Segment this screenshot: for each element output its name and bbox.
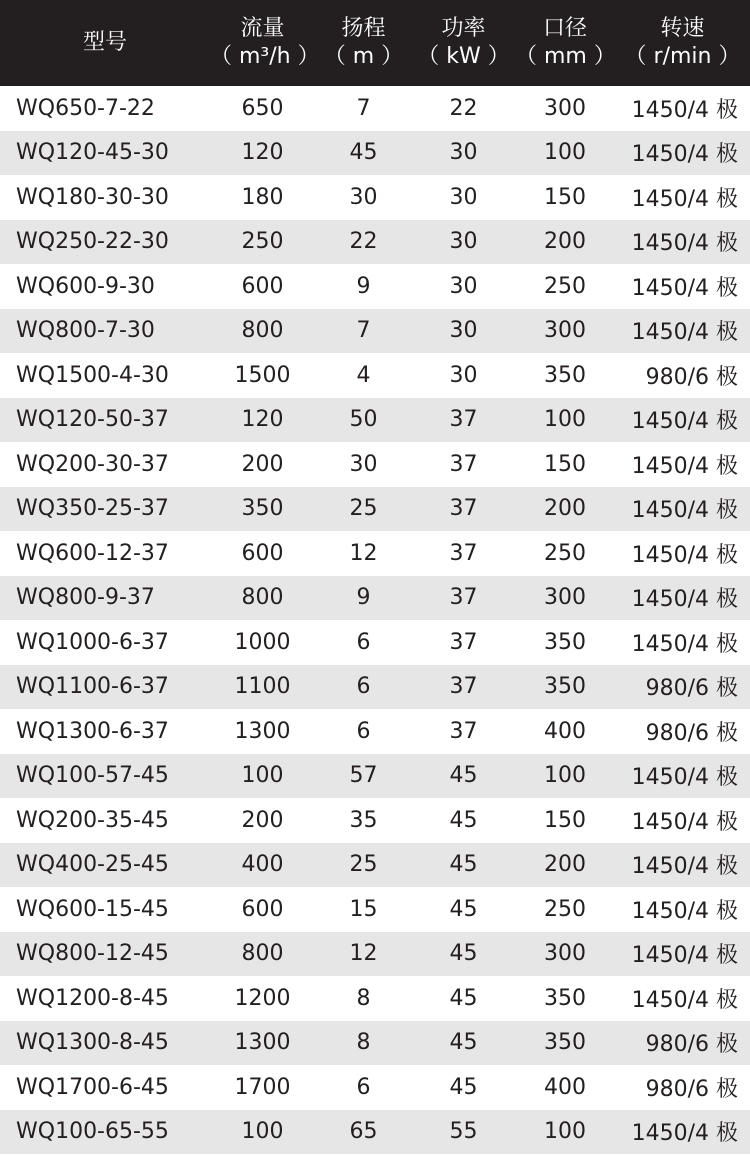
head-cell: 25 xyxy=(349,852,378,878)
speed-cell: 1450/4 极 xyxy=(631,809,738,835)
speed-cell: 1450/4 极 xyxy=(631,186,738,212)
diameter-cell: 150 xyxy=(544,451,586,477)
table-row xyxy=(0,175,750,220)
power-cell: 30 xyxy=(449,273,478,299)
table-row xyxy=(0,487,750,532)
diameter-cell: 300 xyxy=(544,318,586,344)
header-unit: （ mm ） xyxy=(515,44,616,69)
speed-cell: 1450/4 极 xyxy=(631,498,738,524)
diameter-cell: 100 xyxy=(544,140,586,166)
head-cell: 12 xyxy=(349,540,378,566)
header-label: 流量 xyxy=(240,16,285,41)
diameter-cell: 350 xyxy=(544,1030,586,1056)
table-row xyxy=(0,86,750,131)
diameter-cell: 350 xyxy=(544,674,586,700)
flow-cell: 1200 xyxy=(234,985,291,1011)
diameter-cell: 400 xyxy=(544,1074,586,1100)
diameter-cell: 100 xyxy=(544,763,586,789)
head-cell: 8 xyxy=(356,1030,371,1056)
model-cell: WQ600-15-45 xyxy=(16,896,169,922)
flow-cell: 100 xyxy=(241,1119,284,1145)
model-cell: WQ1300-8-45 xyxy=(16,1030,169,1056)
header-speed xyxy=(615,0,750,86)
header-label: 功率 xyxy=(441,16,486,41)
head-cell: 12 xyxy=(349,941,378,967)
model-cell: WQ1000-6-37 xyxy=(16,629,169,655)
head-cell: 57 xyxy=(349,763,378,789)
speed-cell: 1450/4 极 xyxy=(631,142,738,168)
speed-cell: 980/6 极 xyxy=(645,364,738,390)
header-unit: （ r/min ） xyxy=(624,44,741,69)
speed-cell: 1450/4 极 xyxy=(631,943,738,969)
diameter-cell: 400 xyxy=(544,718,586,744)
power-cell: 45 xyxy=(449,852,478,878)
flow-cell: 200 xyxy=(241,451,284,477)
speed-cell: 980/6 极 xyxy=(645,1076,738,1102)
power-cell: 55 xyxy=(449,1119,478,1145)
head-cell: 30 xyxy=(349,451,378,477)
table-row xyxy=(0,309,750,354)
speed-cell: 1450/4 极 xyxy=(631,231,738,257)
head-cell: 30 xyxy=(349,184,378,210)
header-label: 口径 xyxy=(542,16,587,41)
flow-cell: 650 xyxy=(241,95,284,121)
head-cell: 15 xyxy=(349,896,378,922)
power-cell: 30 xyxy=(449,362,478,388)
table-row xyxy=(0,353,750,398)
speed-cell: 1450/4 极 xyxy=(631,320,738,346)
diameter-cell: 150 xyxy=(544,184,586,210)
head-cell: 8 xyxy=(356,985,371,1011)
flow-cell: 180 xyxy=(241,184,284,210)
flow-cell: 800 xyxy=(241,318,284,344)
power-cell: 37 xyxy=(449,718,478,744)
flow-cell: 120 xyxy=(241,407,284,433)
speed-cell: 1450/4 极 xyxy=(631,1121,738,1147)
flow-cell: 350 xyxy=(241,496,284,522)
model-cell: WQ800-12-45 xyxy=(16,941,169,967)
flow-cell: 400 xyxy=(241,852,284,878)
head-cell: 6 xyxy=(356,629,371,655)
flow-cell: 600 xyxy=(241,540,284,566)
table-row xyxy=(0,220,750,265)
speed-cell: 1450/4 极 xyxy=(631,409,738,435)
head-cell: 45 xyxy=(349,140,378,166)
flow-cell: 100 xyxy=(241,763,284,789)
table-body xyxy=(0,86,750,1154)
head-cell: 50 xyxy=(349,407,378,433)
flow-cell: 600 xyxy=(241,273,284,299)
power-cell: 45 xyxy=(449,1074,478,1100)
model-cell: WQ1300-6-37 xyxy=(16,718,169,744)
diameter-cell: 200 xyxy=(544,229,586,255)
speed-cell: 980/6 极 xyxy=(645,720,738,746)
power-cell: 45 xyxy=(449,941,478,967)
model-cell: WQ1500-4-30 xyxy=(16,362,169,388)
flow-cell: 800 xyxy=(241,941,284,967)
header-unit: （ kW ） xyxy=(417,44,510,69)
diameter-cell: 200 xyxy=(544,496,586,522)
diameter-cell: 300 xyxy=(544,941,586,967)
power-cell: 37 xyxy=(449,629,478,655)
head-cell: 7 xyxy=(356,318,371,344)
model-cell: WQ1100-6-37 xyxy=(16,674,169,700)
diameter-cell: 300 xyxy=(544,585,586,611)
model-cell: WQ350-25-37 xyxy=(16,496,169,522)
model-cell: WQ200-30-37 xyxy=(16,451,169,477)
table-row xyxy=(0,1065,750,1110)
model-cell: WQ100-65-55 xyxy=(16,1119,169,1145)
head-cell: 25 xyxy=(349,496,378,522)
speed-cell: 1450/4 极 xyxy=(631,453,738,479)
diameter-cell: 250 xyxy=(544,273,586,299)
header-model xyxy=(0,0,210,86)
power-cell: 30 xyxy=(449,318,478,344)
speed-cell: 980/6 极 xyxy=(645,1032,738,1058)
flow-cell: 1300 xyxy=(234,718,291,744)
table-row xyxy=(0,576,750,621)
head-cell: 6 xyxy=(356,718,371,744)
diameter-cell: 250 xyxy=(544,896,586,922)
power-cell: 37 xyxy=(449,540,478,566)
table-row xyxy=(0,932,750,977)
power-cell: 45 xyxy=(449,985,478,1011)
diameter-cell: 200 xyxy=(544,852,586,878)
power-cell: 37 xyxy=(449,451,478,477)
table-row xyxy=(0,665,750,710)
speed-cell: 1450/4 极 xyxy=(631,587,738,613)
head-cell: 9 xyxy=(356,273,371,299)
header-label: 型号 xyxy=(82,30,127,55)
flow-cell: 1500 xyxy=(234,362,291,388)
model-cell: WQ200-35-45 xyxy=(16,807,169,833)
model-cell: WQ400-25-45 xyxy=(16,852,169,878)
table-row xyxy=(0,843,750,888)
speed-cell: 1450/4 极 xyxy=(631,631,738,657)
speed-cell: 1450/4 极 xyxy=(631,987,738,1013)
table-row xyxy=(0,754,750,799)
flow-cell: 250 xyxy=(241,229,284,255)
flow-cell: 1000 xyxy=(234,629,291,655)
diameter-cell: 100 xyxy=(544,407,586,433)
power-cell: 45 xyxy=(449,763,478,789)
header-head xyxy=(315,0,412,86)
model-cell: WQ100-57-45 xyxy=(16,763,169,789)
model-cell: WQ600-9-30 xyxy=(16,273,155,299)
speed-cell: 1450/4 极 xyxy=(631,97,738,123)
power-cell: 37 xyxy=(449,674,478,700)
header-label: 转速 xyxy=(660,16,705,41)
table-row xyxy=(0,131,750,176)
diameter-cell: 350 xyxy=(544,985,586,1011)
flow-cell: 600 xyxy=(241,896,284,922)
flow-cell: 1100 xyxy=(234,674,291,700)
header-flow xyxy=(210,0,320,86)
power-cell: 37 xyxy=(449,496,478,522)
head-cell: 7 xyxy=(356,95,371,121)
speed-cell: 1450/4 极 xyxy=(631,275,738,301)
power-cell: 45 xyxy=(449,896,478,922)
model-cell: WQ800-9-37 xyxy=(16,585,155,611)
head-cell: 9 xyxy=(356,585,371,611)
table-row xyxy=(0,1021,750,1066)
flow-cell: 1300 xyxy=(234,1030,291,1056)
diameter-cell: 250 xyxy=(544,540,586,566)
power-cell: 30 xyxy=(449,184,478,210)
speed-cell: 1450/4 极 xyxy=(631,898,738,924)
header-label: 扬程 xyxy=(341,16,386,41)
speed-cell: 1450/4 极 xyxy=(631,765,738,791)
flow-cell: 120 xyxy=(241,140,284,166)
model-cell: WQ800-7-30 xyxy=(16,318,155,344)
table-row xyxy=(0,531,750,576)
power-cell: 30 xyxy=(449,229,478,255)
diameter-cell: 350 xyxy=(544,362,586,388)
head-cell: 4 xyxy=(356,362,371,388)
model-cell: WQ600-12-37 xyxy=(16,540,169,566)
header-power xyxy=(412,0,515,86)
header-row xyxy=(0,0,750,86)
model-cell: WQ120-45-30 xyxy=(16,140,169,166)
model-cell: WQ1200-8-45 xyxy=(16,985,169,1011)
head-cell: 6 xyxy=(356,1074,371,1100)
diameter-cell: 300 xyxy=(544,95,586,121)
table-row xyxy=(0,398,750,443)
power-cell: 45 xyxy=(449,807,478,833)
power-cell: 45 xyxy=(449,1030,478,1056)
header-diameter xyxy=(515,0,615,86)
table-row xyxy=(0,1110,750,1155)
model-cell: WQ650-7-22 xyxy=(16,95,155,121)
table-row xyxy=(0,442,750,487)
table-row xyxy=(0,620,750,665)
table-row xyxy=(0,887,750,932)
head-cell: 22 xyxy=(349,229,378,255)
model-cell: WQ120-50-37 xyxy=(16,407,169,433)
flow-cell: 200 xyxy=(241,807,284,833)
head-cell: 6 xyxy=(356,674,371,700)
header-unit: （ m³/h ） xyxy=(210,44,320,69)
power-cell: 22 xyxy=(449,95,478,121)
diameter-cell: 150 xyxy=(544,807,586,833)
flow-cell: 1700 xyxy=(234,1074,291,1100)
table-row xyxy=(0,976,750,1021)
model-cell: WQ1700-6-45 xyxy=(16,1074,169,1100)
diameter-cell: 100 xyxy=(544,1119,586,1145)
table-row xyxy=(0,709,750,754)
flow-cell: 800 xyxy=(241,585,284,611)
table-header xyxy=(0,0,750,86)
power-cell: 37 xyxy=(449,407,478,433)
speed-cell: 980/6 极 xyxy=(645,676,738,702)
speed-cell: 1450/4 极 xyxy=(631,542,738,568)
power-cell: 30 xyxy=(449,140,478,166)
speed-cell: 1450/4 极 xyxy=(631,854,738,880)
header-unit: （ m ） xyxy=(323,44,404,69)
model-cell: WQ180-30-30 xyxy=(16,184,169,210)
table-row xyxy=(0,264,750,309)
power-cell: 37 xyxy=(449,585,478,611)
head-cell: 65 xyxy=(349,1119,378,1145)
diameter-cell: 350 xyxy=(544,629,586,655)
head-cell: 35 xyxy=(349,807,378,833)
table-row xyxy=(0,798,750,843)
model-cell: WQ250-22-30 xyxy=(16,229,169,255)
